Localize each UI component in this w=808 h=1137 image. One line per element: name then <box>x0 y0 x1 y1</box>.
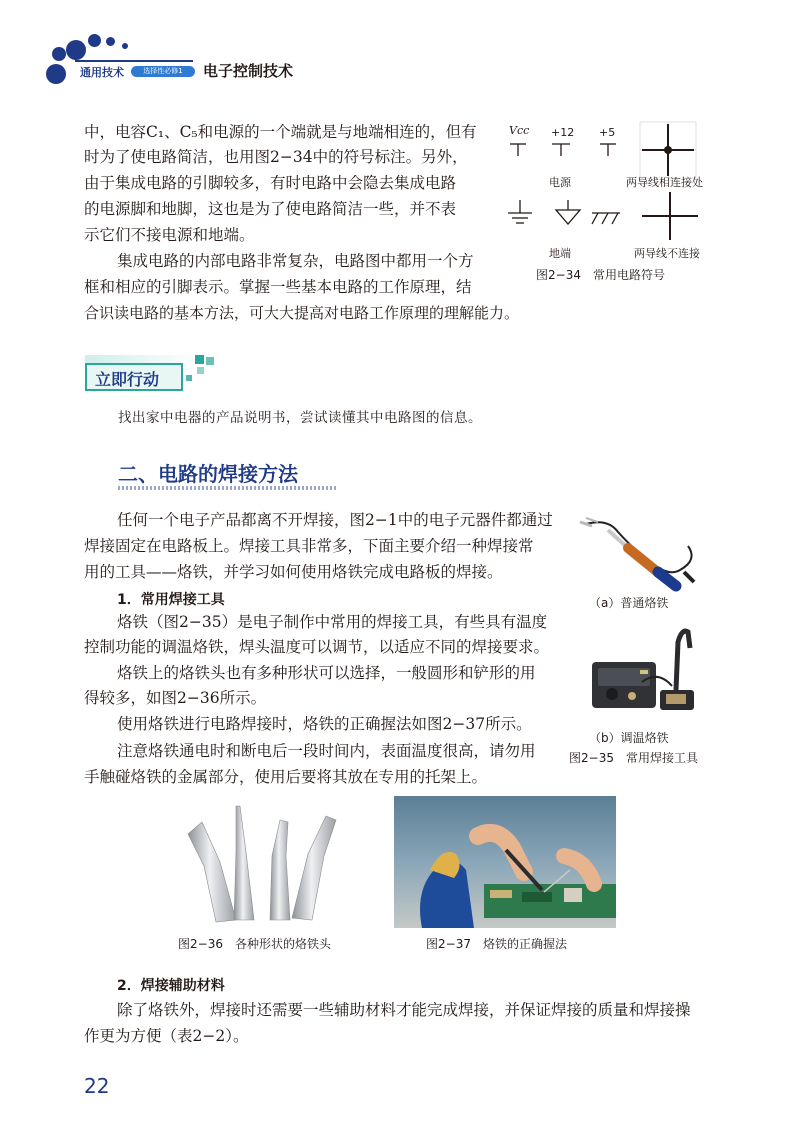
body-line: 烙铁（图2−35）是电子制作中常用的焊接工具，有些具有温度 <box>117 613 548 631</box>
header-dot <box>66 40 86 60</box>
body-line: 用的工具——烙铁，并学习如何使用烙铁完成电路板的焊接。 <box>84 563 503 581</box>
action-deco <box>206 357 214 365</box>
series-subtitle: 选择性必修1 <box>131 66 195 77</box>
header-rule <box>75 60 193 62</box>
body-line: 示它们不接电源和地端。 <box>84 226 255 244</box>
header-dot <box>46 64 66 84</box>
header-dot <box>122 43 128 49</box>
page-header <box>0 0 808 90</box>
section-title: 二、电路的焊接方法 <box>118 462 298 486</box>
page-number: 22 <box>84 1074 110 1098</box>
subsection-title: 2．焊接辅助材料 <box>117 978 225 994</box>
body-line: 使用烙铁进行电路焊接时，烙铁的正确握法如图2−37所示。 <box>117 715 532 733</box>
body-line: 注意烙铁通电时和断电后一段时间内，表面温度很高，请勿用 <box>117 742 536 760</box>
body-line: 集成电路的内部电路非常复杂，电路图中都用一个方 <box>117 252 474 270</box>
body-line: 的电源脚和地脚，这也是为了使电路简洁一些，并不表 <box>84 200 457 218</box>
action-deco <box>186 375 192 381</box>
figure-37-caption: 图2−37 烙铁的正确握法 <box>426 937 567 951</box>
figure-circuit-symbols <box>500 118 730 288</box>
figure-35a-label: （a）普通烙铁 <box>589 596 669 610</box>
body-line: 合识读电路的基本方法，可大大提高对电路工作原理的理解能力。 <box>84 304 520 322</box>
body-line: 除了烙铁外，焊接时还需要一些辅助材料才能完成焊接，并保证焊接的质量和焊接操 <box>117 1001 691 1019</box>
plus12-label: +12 <box>551 126 575 139</box>
action-deco <box>197 367 204 374</box>
figure-35b-label: （b）调温烙铁 <box>589 731 669 745</box>
action-box <box>85 355 220 395</box>
body-line: 手触碰烙铁的金属部分，使用后要将其放在专用的托架上。 <box>84 768 488 786</box>
book-title: 电子控制技术 <box>203 62 294 80</box>
body-line: 作更为方便（表2−2）。 <box>84 1027 249 1045</box>
body-line: 时为了使电路简洁，也用图2−34中的符号标注。另外， <box>84 148 468 166</box>
body-line: 框和相应的引脚表示。掌握一些基本电路的工作原理，结 <box>84 278 472 296</box>
series-title: 通用技术 <box>80 66 124 79</box>
body-line: 焊接固定在电路板上。焊接工具非常多，下面主要介绍一种焊接常 <box>84 537 534 555</box>
action-title: 立即行动 <box>95 370 160 389</box>
soldering-station-photo <box>582 620 710 720</box>
vcc-label: Vcc <box>509 124 530 137</box>
figure-36-caption: 图2−36 各种形状的烙铁头 <box>178 937 331 951</box>
junction-dot <box>664 146 672 154</box>
body-line: 控制功能的调温烙铁，焊头温度可以调节，以适应不同的焊接要求。 <box>84 638 550 656</box>
figure-35-caption: 图2−35 常用焊接工具 <box>569 751 698 765</box>
action-task: 找出家中电器的产品说明书，尝试读懂其中电路图的信息。 <box>118 410 482 426</box>
body-line: 中，电容C₁、C₅和电源的一个端就是与地端相连的，但有 <box>84 123 477 141</box>
plus5-label: +5 <box>599 126 616 139</box>
action-deco <box>195 355 204 364</box>
connected-label: 两导线相连接处 <box>626 176 703 189</box>
body-line: 任何一个电子产品都离不开焊接，图2−1中的电子元器件都通过 <box>117 511 553 529</box>
header-dot <box>106 37 115 46</box>
body-line: 由于集成电路的引脚较多，有时电路中会隐去集成电路 <box>84 174 457 192</box>
soldering-tips-photo <box>176 800 376 926</box>
subsection-title: 1．常用焊接工具 <box>117 592 225 608</box>
figure-caption: 图2−34 常用电路符号 <box>536 268 665 282</box>
soldering-iron-photo <box>578 510 706 592</box>
header-dot <box>88 34 101 47</box>
ground-label: 地端 <box>549 247 571 260</box>
header-dot <box>52 47 66 61</box>
action-band <box>85 355 200 363</box>
unconnected-label: 两导线不连接 <box>634 247 700 260</box>
soldering-usage-photo <box>394 796 616 928</box>
circuit-symbols-drawing <box>500 118 730 288</box>
power-label: 电源 <box>549 176 571 189</box>
section-underline <box>118 486 336 490</box>
body-line: 烙铁上的烙铁头也有多种形状可以选择，一般圆形和铲形的用 <box>117 664 536 682</box>
body-line: 得较多，如图2−36所示。 <box>84 689 267 707</box>
